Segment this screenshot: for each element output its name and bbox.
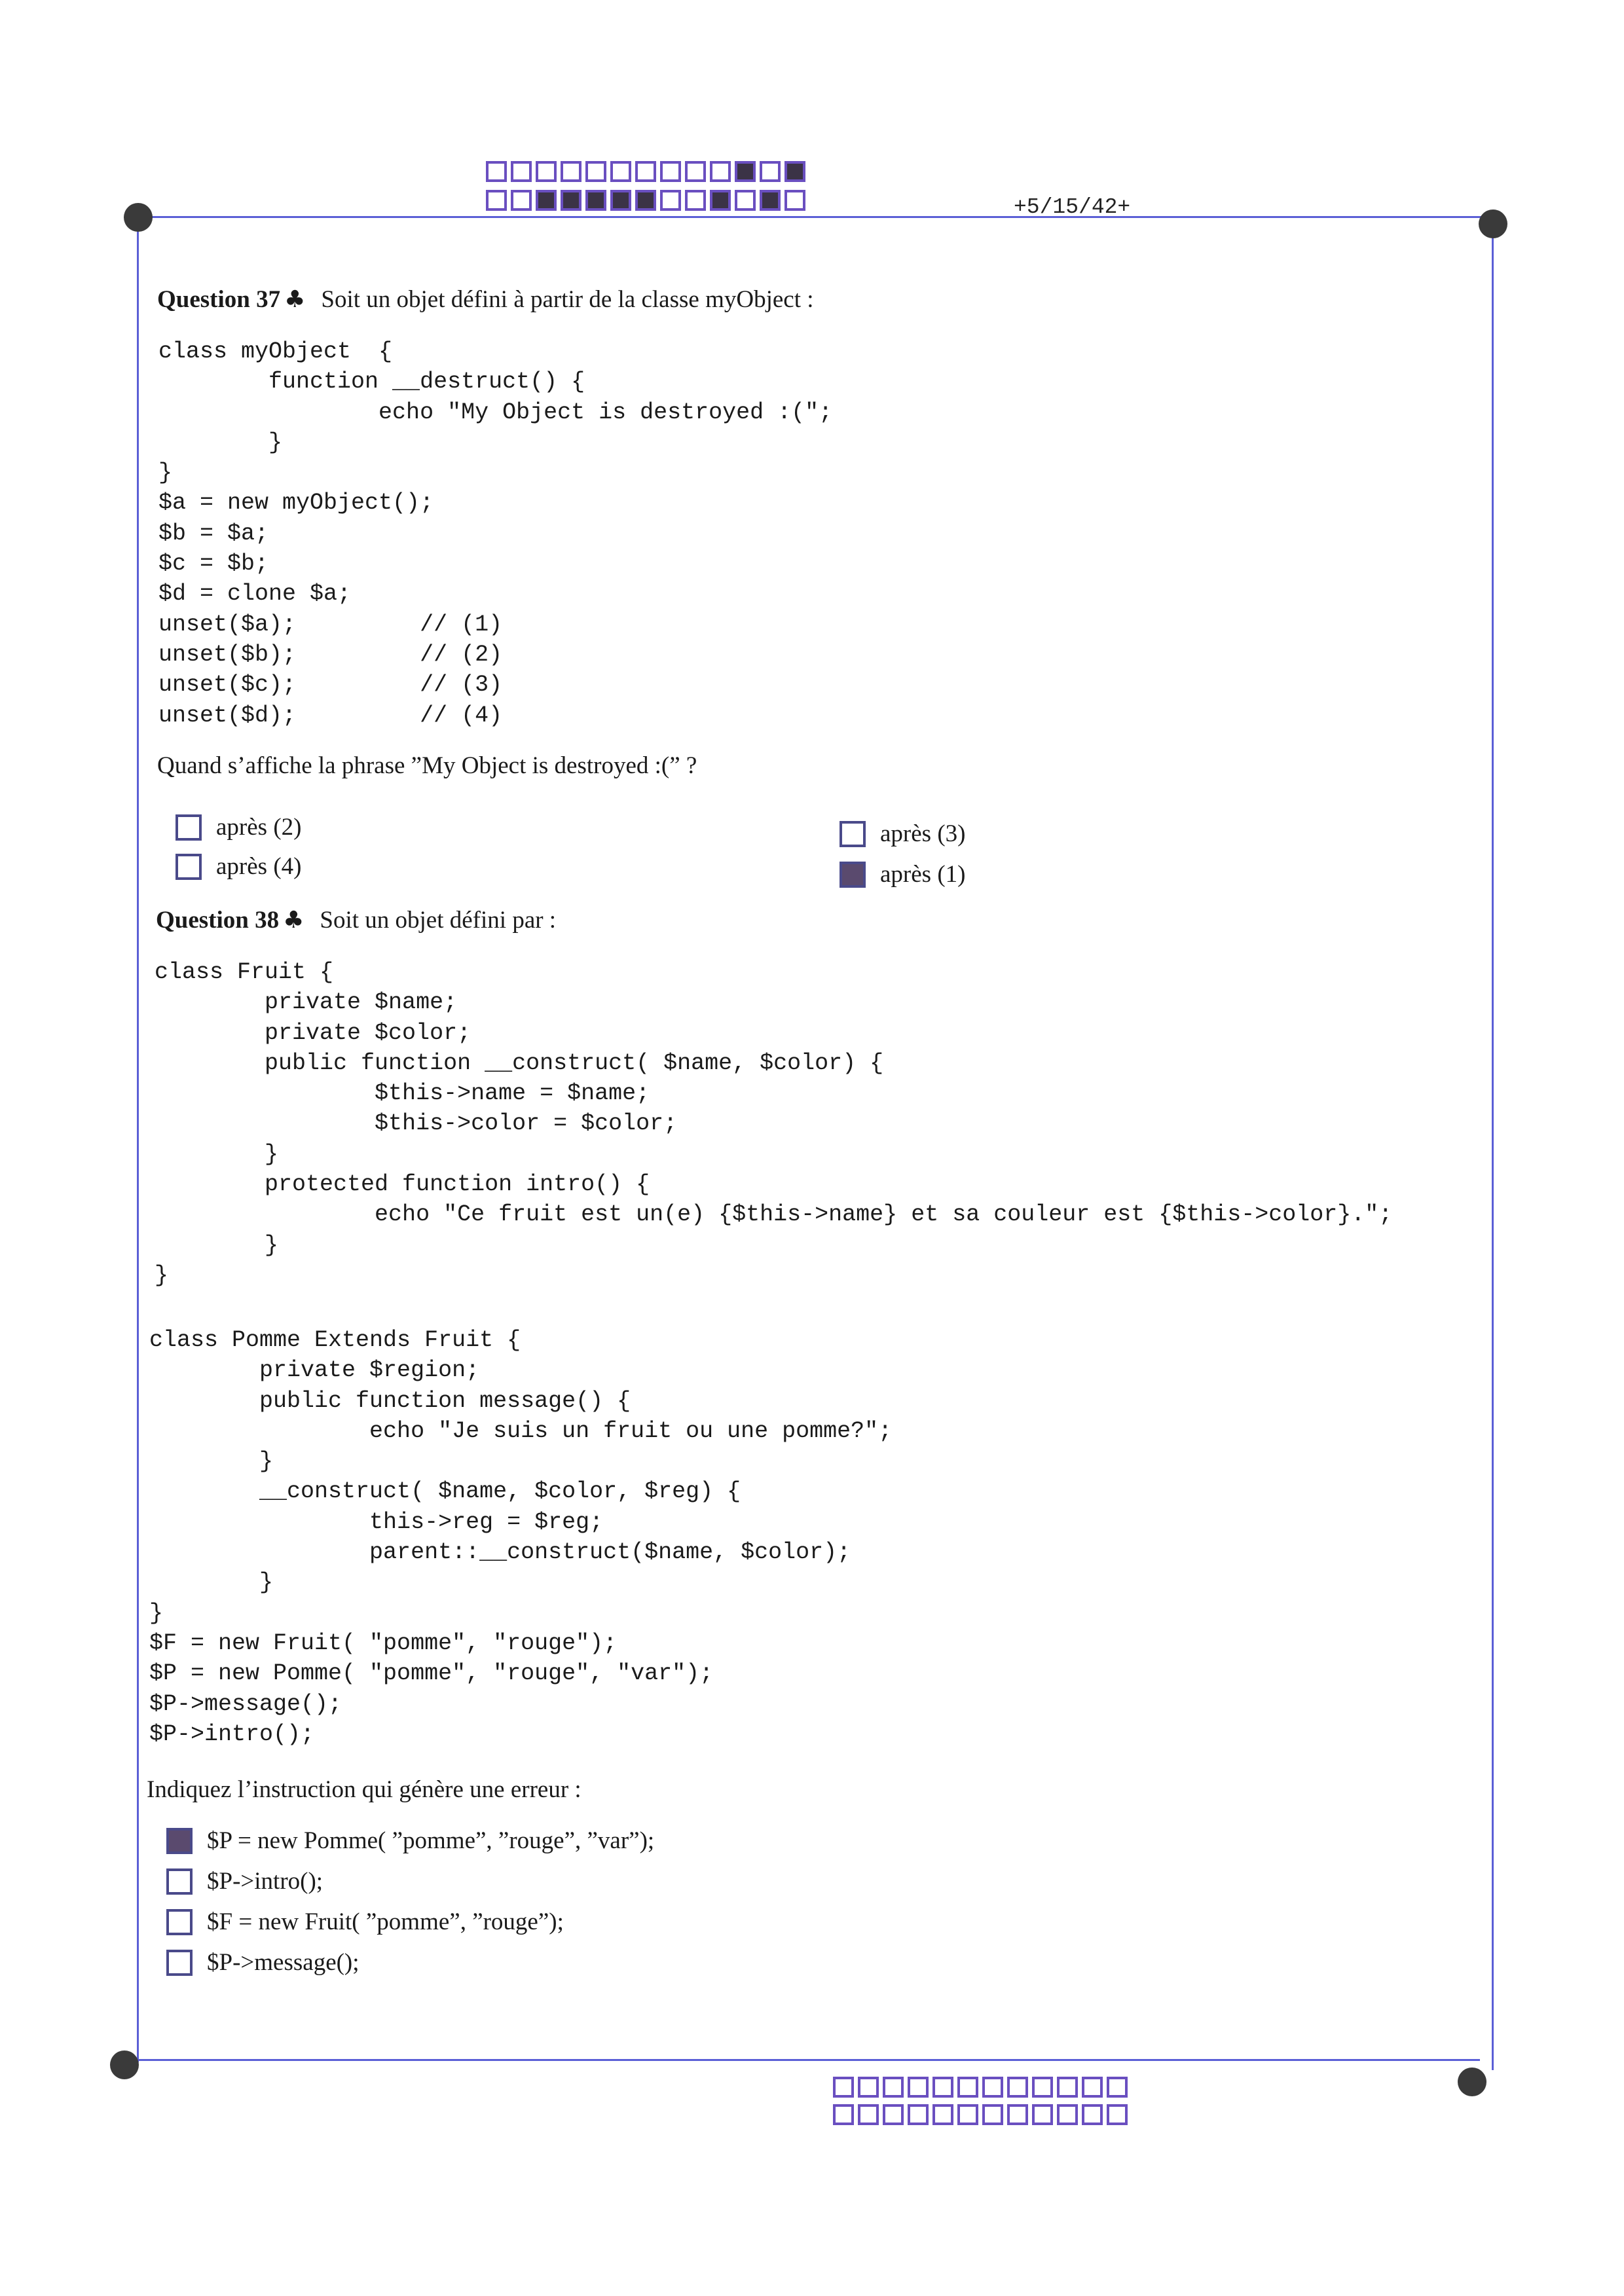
barcode-cell: [685, 190, 706, 211]
answer-label: après (1): [880, 861, 966, 888]
barcode-top-row-1: [486, 161, 805, 182]
barcode-cell: [585, 161, 606, 182]
registration-mark-top-right: [1479, 210, 1507, 238]
frame-left-line: [137, 216, 139, 2062]
barcode-cell: [982, 2104, 1003, 2125]
frame-right-line: [1492, 224, 1494, 2070]
question-37-title: Question 37: [157, 286, 281, 313]
barcode-cell: [1032, 2077, 1053, 2098]
registration-mark-bottom-right: [1458, 2068, 1486, 2096]
barcode-cell: [932, 2104, 953, 2125]
barcode-cell: [858, 2104, 879, 2125]
question-37-code: class myObject { function __destruct() { echo "My Object is destroyed :("; } } $a = new myObject(); $b = $a; $c = $b; $d = clone $a; unset($a); // (1) unset($b); // (2) unset($c); // (3) unset($d); // (4): [158, 338, 833, 729]
barcode-cell: [833, 2104, 854, 2125]
barcode-cell: [1057, 2104, 1078, 2125]
barcode-cell: [1082, 2104, 1103, 2125]
barcode-cell: [932, 2077, 953, 2098]
answer-label: $P = new Pomme( ”pomme”, ”rouge”, ”var”);: [207, 1827, 655, 1854]
frame-bottom-line: [124, 2059, 1480, 2061]
barcode-cell: [685, 161, 706, 182]
q38-answer-intro[interactable]: [166, 1867, 323, 1895]
q37-answer-apres-3[interactable]: [840, 820, 965, 848]
barcode-cell: [1057, 2077, 1078, 2098]
barcode-cell: [1032, 2104, 1053, 2125]
question-38-prompt: Indiquez l’instruction qui génère une erreur :: [147, 1776, 581, 1803]
barcode-cell: [486, 161, 507, 182]
barcode-cell: [660, 190, 681, 211]
barcode-cell: [735, 190, 756, 211]
registration-mark-bottom-left: [110, 2050, 139, 2079]
frame-top-line: [138, 216, 1493, 218]
barcode-cell-filled: [610, 190, 631, 211]
barcode-cell: [833, 2077, 854, 2098]
barcode-cell: [908, 2077, 929, 2098]
checkbox[interactable]: [840, 821, 866, 847]
registration-mark-top-left: [124, 203, 153, 232]
barcode-cell: [486, 190, 507, 211]
checkbox-checked[interactable]: [166, 1828, 193, 1854]
barcode-cell: [1082, 2077, 1103, 2098]
barcode-cell: [883, 2104, 904, 2125]
barcode-cell: [561, 161, 581, 182]
barcode-cell: [883, 2077, 904, 2098]
answer-label: $F = new Fruit( ”pomme”, ”rouge”);: [207, 1908, 564, 1935]
barcode-cell: [1007, 2077, 1028, 2098]
barcode-cell: [858, 2077, 879, 2098]
checkbox[interactable]: [166, 1868, 193, 1895]
page-identifier: +5/15/42+: [1014, 195, 1131, 219]
barcode-top-row-2: [486, 190, 805, 211]
club-icon: ♣: [283, 907, 304, 934]
barcode-cell: [784, 190, 805, 211]
q38-answer-new-pomme[interactable]: [166, 1827, 654, 1855]
barcode-cell: [660, 161, 681, 182]
barcode-cell: [511, 161, 532, 182]
question-38-title: Question 38: [156, 907, 280, 934]
barcode-cell: [511, 190, 532, 211]
barcode-cell: [635, 161, 656, 182]
checkbox[interactable]: [175, 814, 202, 841]
checkbox[interactable]: [166, 1909, 193, 1935]
barcode-cell: [710, 161, 731, 182]
q37-answer-apres-2[interactable]: [175, 813, 301, 841]
barcode-cell-filled: [635, 190, 656, 211]
question-37-header: [157, 285, 814, 314]
answer-label: après (4): [216, 853, 302, 880]
answer-label: $P->intro();: [207, 1868, 323, 1895]
checkbox[interactable]: [175, 854, 202, 880]
barcode-cell: [1107, 2104, 1128, 2125]
barcode-cell: [536, 161, 557, 182]
barcode-cell: [1107, 2077, 1128, 2098]
question-37-statement: Soit un objet défini à partir de la classe myObject :: [321, 286, 814, 313]
barcode-cell: [982, 2077, 1003, 2098]
q37-answer-apres-1[interactable]: [840, 860, 965, 888]
barcode-bottom-row-2: [833, 2104, 1128, 2125]
barcode-cell-filled: [735, 161, 756, 182]
barcode-cell: [1007, 2104, 1028, 2125]
barcode-cell-filled: [585, 190, 606, 211]
barcode-cell: [610, 161, 631, 182]
q37-answer-apres-4[interactable]: [175, 852, 301, 881]
answer-label: après (2): [216, 814, 302, 841]
checkbox-checked[interactable]: [840, 862, 866, 888]
question-37-prompt: Quand s’affiche la phrase ”My Object is destroyed :(” ?: [157, 752, 697, 779]
question-38-statement: Soit un objet défini par :: [320, 907, 557, 934]
barcode-cell: [957, 2077, 978, 2098]
barcode-cell-filled: [710, 190, 731, 211]
barcode-cell-filled: [536, 190, 557, 211]
barcode-cell: [908, 2104, 929, 2125]
barcode-cell-filled: [561, 190, 581, 211]
question-38-code-fruit: class Fruit { private $name; private $color; public function __construct( $name, $color) { $this->name = $name; $this->color = $color; } protected function intro() { echo "Ce fruit est un(e) {$this->name} et sa couleur est {$this->color}."; } }: [155, 959, 1393, 1288]
barcode-cell: [957, 2104, 978, 2125]
barcode-cell-filled: [760, 190, 781, 211]
question-38-header: [156, 906, 556, 934]
club-icon: ♣: [284, 286, 306, 313]
barcode-cell: [760, 161, 781, 182]
checkbox[interactable]: [166, 1950, 193, 1976]
barcode-bottom-row-1: [833, 2077, 1128, 2098]
answer-label: après (3): [880, 820, 966, 847]
answer-label: $P->message();: [207, 1949, 360, 1976]
question-38-code-pomme: class Pomme Extends Fruit { private $region; public function message() { echo "Je suis un fruit ou une pomme?"; } __construct( $name, $color, $reg) { this->reg = $reg; parent::__construct($name, $color); } } $F = new Fruit( "pomme", "rouge"); $P = new Pomme( "pomme", "rouge", "var"); $P->message(); $P->intro();: [149, 1327, 893, 1747]
q38-answer-message[interactable]: [166, 1948, 360, 1977]
barcode-cell-filled: [784, 161, 805, 182]
q38-answer-new-fruit[interactable]: [166, 1908, 564, 1936]
